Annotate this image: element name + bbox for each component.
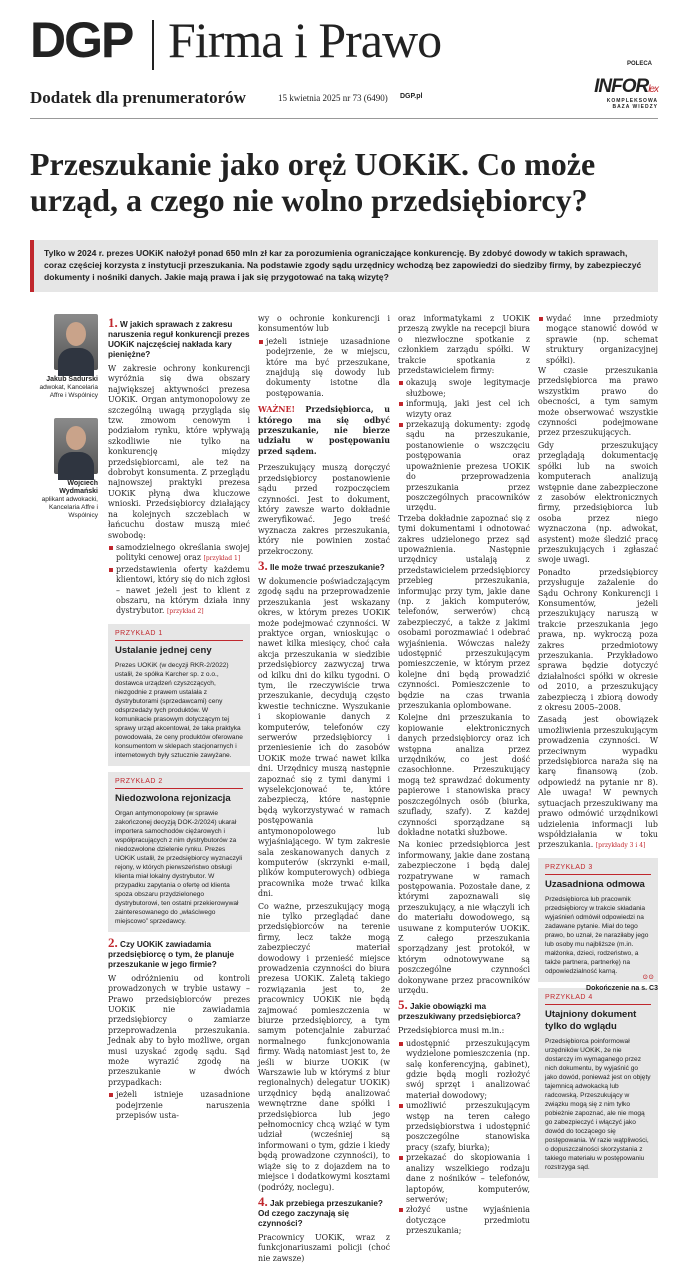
list-text: samodzielnego określania swojej polityki cenowej oraz [116, 542, 250, 563]
list-item [108, 565, 250, 618]
example-label: PRZYKŁAD 4 [545, 993, 651, 1005]
article-headline: Przeszukanie jako oręż UOKiK. Co może urząd, a czego nie wolno przedsiębiorcy? [30, 146, 596, 218]
question-number: 4. [258, 1193, 268, 1209]
author-role: adwokat, Kancelaria Affre i Wspólnicy [39, 384, 98, 399]
question-text: Czy UOKiK zawiadamia przedsiębiorcę o tym, że planuje przeszukanie w jego firmie? [108, 939, 235, 969]
example-title: Utajniony dokument tylko do wglądu [545, 1008, 637, 1032]
example-label: PRZYKŁAD 3 [545, 863, 651, 875]
author-1 [30, 314, 98, 400]
question-text: Ile może trwać przeszukanie? [270, 562, 385, 572]
bullet-list [398, 378, 530, 513]
paragraph: Ponadto przedsiębiorcy przysługuje zażalenie do Sądu Ochrony Konkurencji i Konsumentów, jeżeli przeszukujący naruszą w trakcie przeszukania jego prawa, np. wykroczą poza zakres przedmiotowy przeszukania. Przykładowo sprawa będzie dotyczyć działalności spółki w okresie od 2010, a przeszukujący zabezpieczą i zbiorą dowody z okresu 2005–2008. [538, 567, 658, 713]
example-ref[interactable]: [przykłady 3 i 4] [595, 842, 646, 850]
example-text: Organ antymonopolowy (w sprawie zakończonej decyzją DOK-2/2024) ukarał importera samochodów ciężarowych i współpracujących z nim dystrybutorów za niedozwolone dzielenie rynku. Prezes UOKiK ustalił, że przedsiębiorcy wyznaczyli rejony, w których pierwszeństwo obsługi klienta miał lokalny dystrybutor. W przypadku zapytania o ofertę od klienta spoza obszaru przydzielonego dystrybutorowi, ten ostatni przekierowywał zainteresowanego do „właściwego miejscowo” sprzedawcy. [115, 809, 243, 925]
list-item: złożyć ustne wyjaśnienia dotyczące przedmiotu przeszukania; [398, 1205, 530, 1236]
list-item: wydać inne przedmioty mogące stanowić dowód w sprawie (np. schemat struktury organizacyjnej spółki). [538, 314, 658, 366]
authors-column [30, 314, 98, 538]
paragraph: Trzeba dokładnie zapoznać się z tymi dokumentami i odnotować zakres udzielonego przez sąd upoważnienia. Następnie urzędnicy ustalają z przedstawicielem przedsiębiorcy przebieg przeszukania, informując przy tym, jakie dane (np. z jakich komputerów, telefonów, serwerów) chcą zabezpieczyć, a także z jakimi osobami porozmawiać i odebrać wyjaśnienia. Wówczas należy udostępnić przeszukującym pomieszczenie, w którym przez kolejne dni będą prowadzić czynności. Pomieszczenie to będzie na czas trwania przeszukania oplombowane. [398, 513, 530, 711]
logo-separator [152, 20, 154, 70]
question-5 [398, 997, 530, 1022]
list-item: udostępnić przeszukującym wydzielone pomieszczenia (np. salę konferencyjną, gabinet), gdzie będą mogli rozłożyć swój sprzęt i analizować materiał dowodowy; [398, 1039, 530, 1101]
issue-date: 15 kwietnia 2025 nr 73 (6490) [278, 93, 388, 103]
list-item: jeżeli istnieje uzasadnione podejrzenie, że w miejscu, które ma być przeszukane, znajdują się dowody lub dokumenty istotne dla postępowania. [258, 337, 390, 399]
column-3 [398, 314, 530, 1236]
infor-suffix: lex [648, 84, 658, 95]
paragraph [538, 715, 658, 851]
paragraph: Co ważne, przeszukujący mogą nie tylko przeglądać dane przedsiębiorców na terenie firmy, lecz także mogą zabezpieczyć materiał dowodowy i przenieść miejsce prowadzenia czynności do biura prezesa UOKiK. Zaletą takiego rozwiązania jest to, że pracownicy UOKiK nie będą zajmować pomieszczenia w biurze przedsiębiorcy, a tym samym potencjalnie zaburzać normalnego funkcjonowania firmy. Wadą natomiast jest to, że jeśli w biurze UOKiK (w Warszawie lub w którymś z biur regionalnych) delegatur UOKiK) urzędnicy będą analizować wewnętrzne dane spółki i przedsiębiorca lub jego pełnomocnicy chcą wziąć w tym udział (wcześniej są informowani o tym, gdzie i kiedy będą prowadzone czynności), to wiąże się to z dojazdem na to miejsce i dodatkowymi kosztami (podróży, noclegu). [258, 901, 390, 1192]
supplement-title: Firma i Prawo [168, 12, 442, 68]
example-title: Uzasadniona odmowa [545, 878, 645, 890]
paragraph: W zakresie ochrony konkurencji wyróżnia się dwa obszary największej aktywności prezesa UOKiK. Organ antymonopolowy ze szczególną uwagą przygląda się tzw. zmowom cenowym i podziałom rynku, które wpływają szkodliwie nie tylko na konkurencję między przedsiębiorcami, ale też na dobrobyt konsumenta. Z przeglądu najnowszej praktyki prezesa UOKiK płyną dwa kluczowe wnioski. Przedsiębiorcy działający na kolejnych szczeblach w łańcuchu dostaw muszą mieć swobodę: [108, 364, 250, 540]
list-item: umożliwić przeszukującym wstęp na teren całego przedsiębiorstwa i udostępnić poszczególne stanowiska pracy (szafy, biurka); [398, 1101, 530, 1153]
recommends-label: POLECA [626, 61, 652, 67]
example-title: Niedozwolona rejonizacja [115, 792, 231, 804]
bullet-list [108, 1090, 250, 1121]
question-text: W jakich sprawach z zakresu naruszenia reguł konkurencji prezes UOKiK najczęściej nakłada kary pieniężne? [108, 320, 250, 359]
paragraph: W dokumencie poświadczającym zgodę sądu na przeprowadzenie przeszukania jest wskazany okres, w którym prezes UOKiK może podejmować czynności. W praktyce organ, wnioskując o nawet kilka miesięcy, choć cała akcja przeszukania w siedzibie przedsiębiorcy zazwyczaj trwa od kilku dni do kilku tygodni. O tym, ile rzeczywiście trwa przeszukanie, decydują często kwestie techniczne. Wyszukanie i skopiowanie danych z komputerów, telefonów czy serwerów przedsiębiorcy i przeniesienie ich do zasobów UOKiK może trwać nawet kilka dni. Urzędnicy muszą następnie zapoznać się z tymi danymi i wyselekcjonować te, które zabezpieczą, które następnie będą wykorzystywać w ramach postępowania antymonopolowego lub wyjaśniającego. W tym zakresie sala zeskanowanych danych z komputerów (skrzynki e-mail, plików komputerowych) odbiega pracownika może trwać kilka dni. [258, 576, 390, 899]
paragraph: Pracownicy UOKiK, wraz z funkcjonariuszami policji (choć nie zawsze) [258, 1232, 390, 1263]
list-item: jeżeli istnieje uzasadnione podejrzenie naruszenia przepisów usta- [108, 1090, 250, 1121]
important-note [258, 405, 390, 457]
list-item: informują, jaki jest cel ich wizyty oraz [398, 399, 530, 420]
list-item [108, 543, 250, 565]
author-photo [54, 314, 98, 370]
important-label: WAŻNE! [258, 405, 295, 415]
example-box-4 [538, 988, 658, 1178]
column-4 [538, 314, 658, 1171]
site-link[interactable]: DGP.pl [400, 93, 423, 100]
author-2 [30, 418, 98, 520]
example-ref[interactable]: [przykład 1] [203, 555, 241, 563]
question-3 [258, 557, 390, 573]
question-number: 3. [258, 557, 268, 573]
paragraph: oraz informatykami z UOKiK przeszą zwykle na recepcji biura o niezwłoczne spotkanie z członkiem zarządu spółki. W trakcie spotkania z przedstawicielem firmy: [398, 314, 530, 376]
question-4 [258, 1193, 390, 1229]
list-item: przekazują dokumenty: zgodę sądu na przeszukanie, postanowienie o wszczęciu postępowania oraz upoważnienie prezesa UOKiK do przeprowadzenia przeszukania przez poszczególnych pracowników urzędu. [398, 420, 530, 514]
question-number: 5. [398, 997, 408, 1013]
paragraph: W odróżnieniu od kontroli prowadzonych w trybie ustawy – Prawo przedsiębiorców prezes UOKiK nie zawiadamia przedsiębiorcy o zamiarze przeprowadzenia przeszukania. Jednak aby to było możliwe, organ musi uzyskać zgodę sądu. Sąd może wyrazić zgodę na przeszukanie w dwóch przypadkach: [108, 973, 250, 1087]
example-label: PRZYKŁAD 2 [115, 777, 243, 789]
example-box-3 [538, 858, 658, 982]
continued-note: Dokończenie na s. C3 [586, 985, 658, 992]
bullet-list [538, 314, 658, 366]
important-text: Przedsiębiorca, u którego ma się odbyć przeszukanie, nie bierze udziału w postępowaniu przed sądem. [258, 405, 391, 456]
author-name: Wojciech Wydmański [59, 480, 98, 495]
infor-tagline-2: BAZA WIEDZY [612, 104, 658, 110]
masthead [30, 14, 658, 118]
column-1 [108, 314, 251, 1121]
author-role: aplikant adwokacki, Kancelaria Affre i Wspólnicy [41, 496, 98, 519]
question-text: Jakie obowiązki ma przeszukiwany przedsiębiorca? [398, 1002, 521, 1022]
paragraph: wy o ochronie konkurencji i konsumentów lub [258, 314, 390, 334]
paragraph: Kolejne dni przeszukania to kopiowanie elektronicznych danych przedsiębiorcy oraz ich wstępna analiza przez urzędników, co jest dość czasochłonne. Przeszukujący mogą też sprawdzać dokumenty papierowe i stanowiska pracy poszczególnych osób (biurka, szuflady, szafy). Z każdej czynności sporządzane są dokładne notatki służbowe. [398, 713, 530, 837]
bullet-list [258, 337, 390, 399]
infor-brand: INFOR [594, 76, 649, 97]
paragraph: Przeszukujący muszą doręczyć przedsiębiorcy postanowienie sądu przed rozpoczęciem czynności. Jest to dokument, który zawsze warto dokładnie zweryfikować. Jego treść wyznacza zakres przeszukania, który nie powinien zostać przekroczony. [258, 463, 390, 556]
social-icons[interactable]: ⊙⊙ [642, 973, 654, 981]
question-number: 2. [108, 934, 118, 950]
article-lead: Tylko w 2024 r. prezes UOKiK nałożył ponad 650 mln zł kar za porozumienia ograniczające konkurencję. By zdobyć dowody w takich sprawach, coraz częściej korzysta z instytucji przeszukania. Na podstawie zgody sądu urzędnicy wchodzą bez zapowiedzi do siedziby firmy, by zabezpieczyć dokumenty i nośniki danych. Jakie mają prawa i jak się przygotować na taką wizytę? [30, 240, 658, 292]
author-photo [54, 418, 98, 474]
question-text: Jak przebiega przeszukanie? Od czego zaczynają się czynności? [258, 1198, 383, 1228]
example-text: Przedsiębiorca poinformował urzędników UOKiK, że nie dostarczy im wymaganego przez nich dokumentu, by wyjaśnić go jako dowód, ponieważ jest on objęty tajemnicą adwokacką lub radcowską. Przeszukujący w związku mogą się z nim tylko pobieżnie zapoznać, ale nie mogą go zabezpieczyć i włączyć jako dowód do toczącego się postępowania. W razie wątpliwości, o dopuszczalności skorzystania z takiego materiału w postępowaniu rozstrzyga sąd. [545, 1037, 651, 1171]
paragraph-text: Zasadą jest obowiązek umożliwienia przeszukującym prowadzenia czynności. W przeciwnym wypadku przedsiębiorca naraża się na karę finansową (zob. odpowiedź na pytanie nr 8). Ale uwaga! W pewnych sytuacjach przeszukiwany ma prawo odmówić urzędnikowi udzielenia informacji lub współdziałania w toku przeszukania. [538, 715, 658, 850]
list-item: okazują swoje legitymacje służbowe; [398, 378, 530, 399]
example-box-2 [108, 772, 250, 932]
example-box-1 [108, 624, 250, 766]
masthead-rule [30, 118, 658, 119]
paragraph: Na koniec przedsiębiorca jest informowany, jakie dane zostaną zabezpieczone i będą dalej rozpatrywane w ramach postępowania. Pozostałe dane, z którymi zapoznawali się przeszukujący, a nie włączyli ich do materiału dowodowego, są usuwane z komputerów UOKiK. Z całego przeszukania sporządzany jest protokół, w którym odnotowywane są poszczególne czynności dokonywane przez pracowników urzędu. [398, 840, 530, 995]
paragraph: W czasie przeszukania przedsiębiorca ma prawo wszystkim prawo do obecności, a tym samym może obserwować wszystkie czynności podejmowane przez przeszukujących. [538, 366, 658, 438]
example-label: PRZYKŁAD 1 [115, 629, 243, 641]
infor-tagline-1: KOMPLEKSOWA [606, 98, 658, 104]
paragraph: Gdy przeszukujący przeglądają dokumentację spółki lub na swoich komputerach analizują wstępnie dane zabezpieczone z zasobów elektronicznych firmy, przedsiębiorca lub osoba przez niego wyznaczona (np. adwokat, asystent) może śledzić pracę przeszukujących i zgłaszać swoje uwagi. [538, 440, 658, 565]
bullet-list [108, 543, 250, 618]
dgp-logo[interactable]: DGP [30, 12, 133, 68]
list-item: przekazać do skopiowania i analizy wszelkiego rodzaju dane z nośników – telefonów, laptopów, komputerów, serwerów; [398, 1153, 530, 1205]
paragraph: Przedsiębiorca musi m.in.: [398, 1026, 505, 1036]
example-ref[interactable]: [przykład 2] [166, 608, 204, 616]
infor-logo[interactable] [588, 76, 658, 110]
question-2 [108, 934, 250, 970]
author-name: Jakub Sadurski [46, 376, 98, 383]
question-1 [108, 315, 250, 360]
supplement-note: Dodatek dla prenumeratorów [30, 88, 246, 107]
column-2 [258, 314, 391, 1263]
bullet-list [398, 1039, 530, 1237]
example-text: Prezes UOKiK (w decyzji RKR-2/2022) ustalił, że spółka Karcher sp. z o.o., dostawca urządzeń czyszczących, niezgodnie z prawem ustalała z dystrybutorami (sprzedawcami) ceny odsprzedaży tych produktów. W komunikacie prasowym dotyczącym tej sprawy urząd akcentował, że taka praktyka powodowała, że ceny produktów oferowane konsumentom w sklepach stacjonarnych i internetowych były sztucznie zawyżane. [115, 661, 243, 759]
list-text: przedstawienia oferty każdemu klientowi, który się do nich zgłosi – nawet jeżeli jest to klient z obszaru, na którym działa inny dystrybutor. [116, 564, 251, 616]
example-title: Ustalanie jednej ceny [115, 644, 212, 656]
example-text: Przedsiębiorca lub pracownik przedsiębiorcy w trakcie składania wyjaśnień odmówił odpowiedzi na zadawane pytanie. Miał do tego prawo, bo uznał, że naraziłaby jego lub osoby mu najbliższe (m.in. małżonka, dzieci, rodzeństwo, a także partnera, partnerkę) na odpowiedzialność karną. [545, 895, 649, 975]
question-number: 1. [108, 315, 118, 330]
